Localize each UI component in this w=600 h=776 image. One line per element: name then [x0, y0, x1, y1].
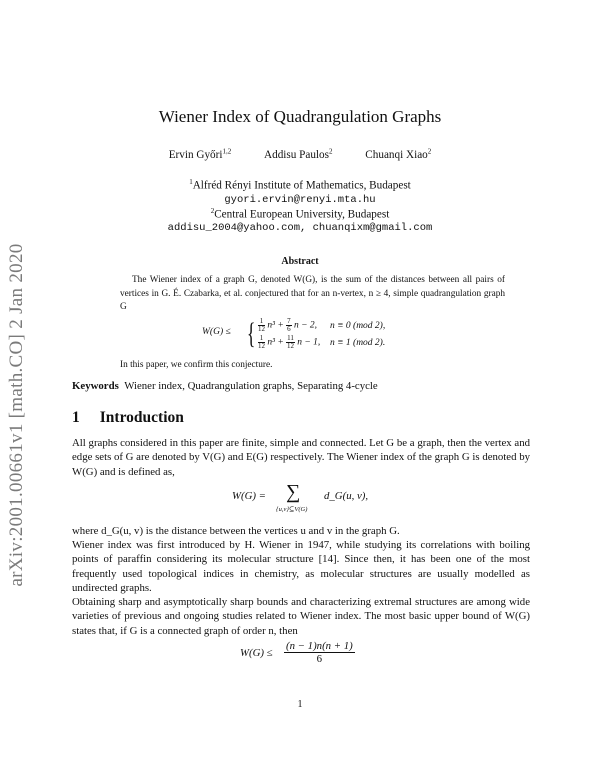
keywords [72, 380, 378, 392]
abstract-closing: In this paper, we confirm this conjecture. [120, 360, 273, 370]
email-1: gyori.ervin@renyi.mta.hu [224, 194, 376, 206]
paragraph: Wiener index was first introduced by H. Wiener in 1947, while studying its correlations with boiling points of paraffin considering its molecular structure [14]. Since then, it has been one of the most frequently used topological indices in chemistry, as molecular structures are usually modelled as undirected graphs. [72, 539, 530, 594]
paragraph: All graphs considered in this paper are finite, simple and connected. Let G be a graph, then the vertex and edge sets of G are denoted by V(G) and E(G) respectively. The Wiener index of the graph G is denoted by W(G) and is defined as, [72, 437, 530, 478]
keywords-label: Keywords [72, 380, 119, 392]
author-list [0, 147, 600, 161]
equation-wiener-definition: W(G) = ∑ {u,v}⊆V(G) d_G(u, v), [232, 481, 369, 513]
keywords-text: Wiener index, Quadrangulation graphs, Separating 4-cycle [124, 380, 378, 392]
paragraph: Obtaining sharp and asymptotically sharp bounds and characterizing extremal structures are among wide varieties of previous and ongoing studies related to Wiener index. The most basic upper bound of W(G) states that, if G is a connected graph of order n, then [72, 596, 530, 637]
email-2: addisu_2004@yahoo.com, chuanqixm@gmail.com [167, 222, 433, 234]
author: Ervin Győri$^{1,2}$ [168, 147, 232, 161]
paragraph: where d_G(u, v) is the distance between the vertices u and v in the graph G. [72, 525, 400, 537]
affiliation-1: $^1$Alfréd Rényi Institute of Mathematics, Budapest [189, 178, 411, 192]
abstract-heading: Abstract [281, 256, 319, 267]
section-heading: 1 Introduction [72, 409, 184, 426]
paper-title: Wiener Index of Quadrangulation Graphs [158, 107, 442, 126]
abstract-text: The Wiener index of a graph G, denoted W(G), is the sum of the distances between all pairs of vertices in G. É. Czabarka, et al. conjectured that for an n-vertex, n ≥ 4, simple quadrangulation graph G [120, 275, 505, 312]
affiliation-2: $^2$Central European University, Budapest [210, 207, 390, 221]
author: Chuanqi Xiao$^2$ [365, 147, 432, 161]
abstract-formula: W(G) ≤ { $\frac{1}{12}$ n³ + $\frac{7}{6}$ n − 2, n ≡ 0 (mod 2), $\frac{1}{12}$ n³ + $\frac{11}{12}$ n − 1, n ≡ 1 (mod 2). [202, 317, 386, 350]
author: Addisu Paulos$^2$ [264, 147, 333, 161]
equation-upper-bound: W(G) ≤ (n − 1)n(n + 1) 6 [240, 640, 353, 665]
page-number: 1 [297, 699, 303, 710]
